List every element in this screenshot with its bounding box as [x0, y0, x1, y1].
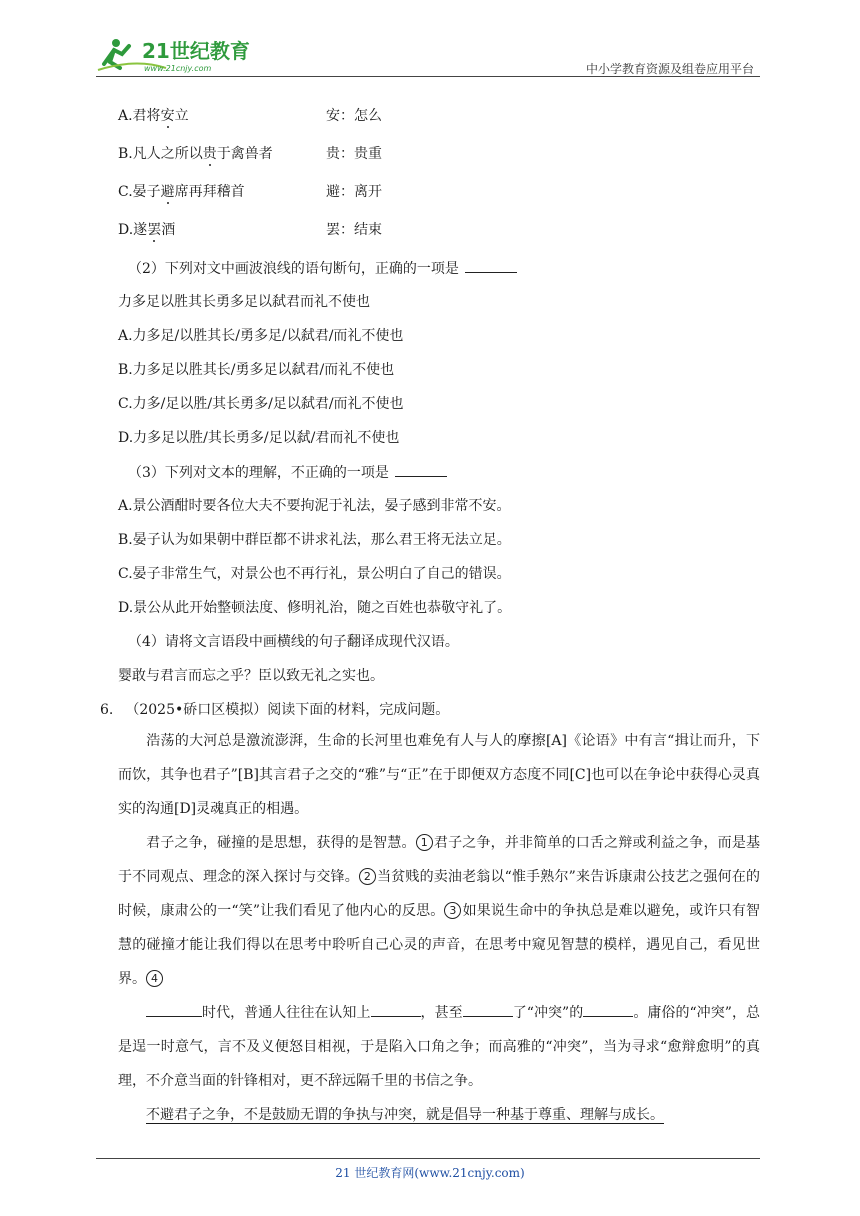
- option-c: C.晏子避席再拜稽首 避：离开: [118, 184, 382, 200]
- site-logo: [96, 34, 266, 74]
- sub3-option-d: D.景公从此开始整顿法度、修明礼治，随之百姓也恭敬守礼了。: [118, 600, 512, 616]
- answer-blank[interactable]: [395, 462, 447, 477]
- sub3-option-a: A.景公酒酣时要各位大夫不要拘泥于礼法，晏子感到非常不安。: [118, 498, 511, 514]
- sub4-sentence: 婴敢与君言而忘之乎？臣以致无礼之实也。: [118, 668, 384, 684]
- sub-question-3: （3）下列对文本的理解，不正确的一项是: [128, 462, 447, 483]
- header-divider: [96, 76, 760, 77]
- footer-link[interactable]: 21 世纪教育网(www.21cnjy.com): [335, 1166, 525, 1180]
- svg-text:21世纪教育: 21世纪教育: [142, 39, 250, 63]
- fill-blank-4[interactable]: [583, 1002, 633, 1017]
- sub2-option-b: B.力多足以胜其长/勇多足以弑君/而礼不使也: [118, 362, 395, 378]
- platform-name: 中小学教育资源及组卷应用平台: [585, 62, 754, 76]
- sub2-option-d: D.力多足以胜/其长勇多/足以弑/君而礼不使也: [118, 430, 400, 446]
- answer-blank[interactable]: [465, 258, 517, 273]
- sub3-option-b: B.晏子认为如果朝中群臣都不讲求礼法，那么君王将无法立足。: [118, 532, 511, 548]
- sub2-option-c: C.力多/足以胜/其长勇多/足以弑君/而礼不使也: [118, 396, 404, 412]
- footer-divider: [96, 1158, 760, 1159]
- sub-question-4: （4）请将文言语段中画横线的句子翻译成现代汉语。: [128, 634, 459, 650]
- sub-question-2: （2）下列对文中画波浪线的语句断句，正确的一项是: [128, 258, 517, 279]
- option-b: B.凡人之所以贵于禽兽者 贵：贵重: [118, 146, 382, 162]
- sub3-option-c: C.晏子非常生气，对景公也不再行礼，景公明白了自己的错误。: [118, 566, 511, 582]
- q6-paragraph-2: 君子之争，碰撞的是思想，获得的是智慧。 1 君子之争，并非简单的口舌之辩或利益之争，而是基于不同观点、理念的深入探讨与交锋。 2 当贫贱的卖油老翁以“惟手熟尔”来告诉康肃公技艺之强何在的时候，康肃公的一“笑”让我们看见了他内心的反思。 3 如果说生命中的争执总是难以避免，或许只有智慧的碰撞才能让我们得以在思考中聆听自己心灵的声音，在思考中窥见智慧的模样，遇见自己，看见世界。 4: [118, 835, 761, 987]
- sub2-sentence: 力多足以胜其长勇多足以弑君而礼不使也: [118, 294, 370, 310]
- sub2-option-a: A.力多足/以胜其长/勇多足/以弑君/而礼不使也: [118, 328, 404, 344]
- q6-paragraph-1: 浩荡的大河总是激流澎湃，生命的长河里也难免有人与人的摩擦[A]《论语》中有言“揖让而升，下而饮，其争也君子”[B]其言君子之交的“雅”与“正”在于即便双方态度不同[C]也可以在争论中获得心灵真实的沟通[D]灵魂真正的相遇。: [118, 733, 760, 817]
- fill-blank-1[interactable]: [146, 1002, 202, 1017]
- q6-paragraph-4: 不避君子之争，不是鼓励无谓的争执与冲突，就是倡导一种基于尊重、理解与成长。: [146, 1107, 664, 1123]
- svg-text:www.21cnjy.com: www.21cnjy.com: [144, 64, 212, 73]
- option-d: D.遂罢酒 罢：结束: [118, 222, 382, 238]
- question-6-header: 6. （2025•硚口区模拟）阅读下面的材料，完成问题。: [100, 702, 450, 718]
- fill-blank-3[interactable]: [463, 1002, 513, 1017]
- option-a: A.君将安立 安：怎么: [118, 108, 382, 124]
- page-header: [96, 30, 760, 78]
- q6-paragraph-3: 时代，普通人往往在认知上 ，甚至 了“冲突”的 。庸俗的“冲突”，总是逞一时意气，言不及义便怒目相视，于是陷入口角之争；而高雅的“冲突”，当为寻求“愈辩愈明”的真理，不介意当面的针锋相对，更不辞远隔千里的书信之争。: [118, 996, 760, 1098]
- fill-blank-2[interactable]: [371, 1002, 421, 1017]
